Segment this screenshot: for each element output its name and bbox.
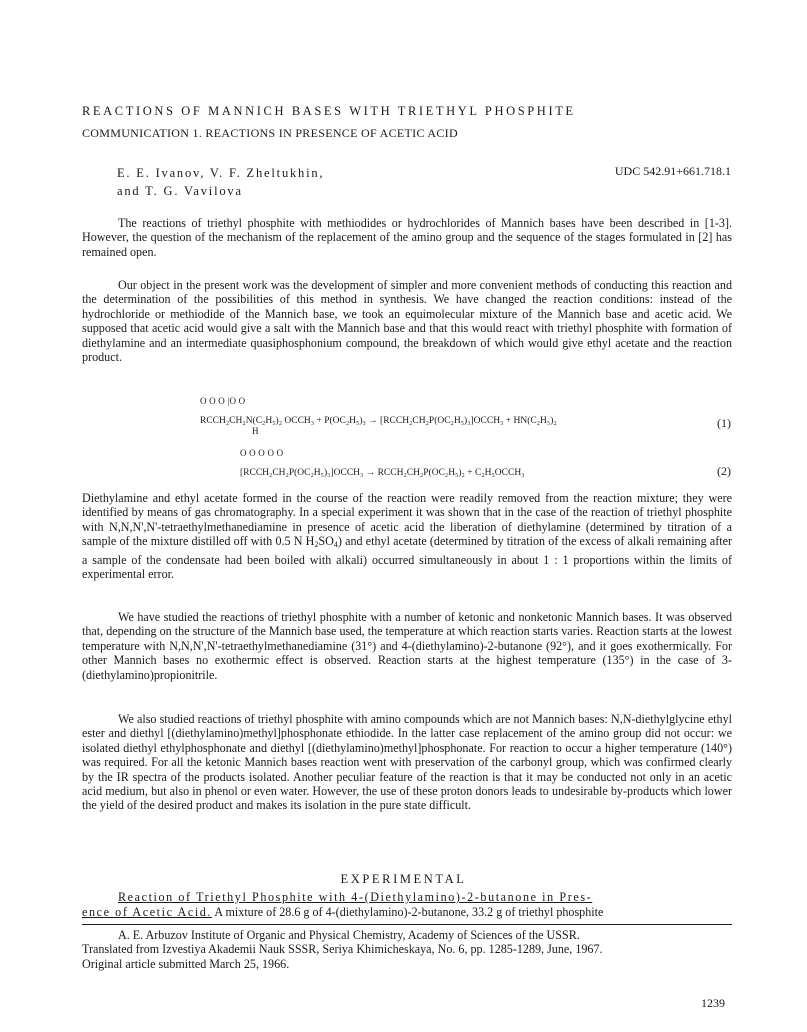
equation-2-formula: [RCCH₂CH₂P(OC₂H₅)₃]OCCH₃ → RCCH₂CH₂P(OC₂H₅)₂ + C₂H₅OCCH₃	[240, 468, 525, 478]
page-number: 1239	[701, 996, 725, 1010]
equation-1-number: (1)	[717, 416, 731, 430]
equation-1-proton: H	[252, 426, 259, 436]
footnote-institute: A. E. Arbuzov Institute of Organic and Physical Chemistry, Academy of Sciences of the USSR.	[118, 928, 580, 942]
paragraph-other-amines	[82, 712, 732, 813]
equation-1	[200, 396, 730, 436]
paragraph-1: The reactions of triethyl phosphite with methiodides or hydrochlorides of Mannich bases have been described in [1-3]. However, the question of the mechanism of the replacement of the amino group and the sequence of the stages formulated in [2] has remained open.	[82, 216, 732, 259]
equation-2-carbonyls: O O O O O	[240, 448, 284, 458]
paragraph-intro	[82, 216, 732, 259]
paragraph-5: We also studied reactions of triethyl phosphite with amino compounds which are not Mannich bases: N,N-diethylglycine ethyl ester and diethyl [(diethylamino)methyl]phosphonate ethiodide. In the latter case replacement of the amino group did not occur: we isolated diethyl ethylphosphonate and diethyl [(diethylamino)methyl]phosphonate. For reaction to occur a higher temperature (140°) was required. For all the ketonic Mannich bases reaction went with preservation of the carbonyl group, which was confirmed clearly by the IR spectra of the products isolated. Another peculiar feature of the reaction is that it may be conducted not only in an acetic acid medium, but also in phenol or even water. However, the use of these proton donors leads to undesirable by-products which lower the yield of the desired product and makes its isolation in the pure state difficult.	[82, 712, 732, 813]
equation-2	[240, 448, 770, 478]
footnote-submitted: Original article submitted March 25, 1966.	[82, 956, 290, 971]
paragraph-4: We have studied the reactions of triethyl phosphite with a number of ketonic and nonketonic Mannich bases. It was observed that, depending on the structure of the Mannich base used, the temperature at which reaction starts varies. Reaction starts at the lowest temperature with N,N,N',N'-tetraethylmethanediamine (31°) and 4-(diethylamino)-2-butanone (92°), and it goes exothermically. For other Mannich bases no exothermic effect is observed. Reaction starts at the highest temperature (135°) in the case of 3-(diethylamino)propionitrile.	[82, 610, 732, 682]
footnote	[82, 928, 732, 971]
section-heading-experimental: EXPERIMENTAL	[340, 872, 467, 886]
paragraph-identification	[82, 491, 732, 581]
paragraph-object	[82, 278, 732, 364]
paper-subtitle: COMMUNICATION 1. REACTIONS IN PRESENCE OF ACETIC ACID	[82, 126, 458, 140]
udc-code: UDC 542.91+661.718.1	[614, 164, 731, 178]
authors	[117, 164, 324, 200]
paragraph-3: Diethylamine and ethyl acetate formed in the course of the reaction were readily removed from the reaction mixture; they were identified by means of gas chromatography. In a special experiment it was shown that in the case of the reaction of triethyl phosphite with N,N,N',N'-tetraethylmethanediamine in presence of acetic acid the liberation of diethylamine (determined by titration of a sample of the mixture distilled off with 0.5 N $H_2SO_4$) and ethyl acetate (determined by titration of the excess of alkali remaining after a sample of the condensate had been boiled with alkali) occurred simultaneously in about 1 : 1 proportions within the limits of experimental error.	[82, 491, 732, 582]
equation-2-number: (2)	[717, 464, 731, 478]
footnote-translation: Translated from Izvestiya Akademii Nauk SSSR, Seriya Khimicheskaya, No. 6, pp. 1285-1289, June, 1967.	[82, 942, 603, 957]
experimental-runin-line-1: Reaction of Triethyl Phosphite with 4-(Diethylamino)-2-butanone in Pres-	[118, 890, 593, 904]
authors-line-2: and T. G. Vavilova	[117, 184, 243, 198]
equation-1-carbonyls: O O O |O O	[200, 396, 246, 406]
footnote-rule	[82, 924, 732, 925]
equation-1-formula: RCCH₂CH₂N(C₂H₅)₂ OCCH₃ + P(OC₂H₅)₃ → [RCCH₂CH₂P(OC₂H₅)₃]OCCH₃ + HN(C₂H₅)₂	[200, 416, 557, 426]
authors-line-1: E. E. Ivanov, V. F. Zheltukhin,	[117, 166, 325, 180]
experimental-runin-line-2: ence of Acetic Acid. A mixture of 28.6 g of 4-(diethylamino)-2-butanone, 33.2 g of triethyl phosphite	[82, 905, 604, 919]
paper-title: REACTIONS OF MANNICH BASES WITH TRIETHYL PHOSPHITE	[82, 104, 576, 118]
paragraph-2: Our object in the present work was the development of simpler and more convenient methods of conducting this reaction and the determination of the possibilities of this method in synthesis. We have changed the reaction conditions: instead of the hydrochloride or methiodide of the Mannich base, we took an equimolecular mixture of the Mannich base and acetic acid. We supposed that acetic acid would give a salt with the Mannich base and that this would react with triethyl phosphite with formation of diethylamine and an intermediate quasiphosphonium compound, the breakdown of which would give ethyl acetate and the reaction product.	[82, 278, 732, 365]
paragraph-temperatures	[82, 610, 732, 682]
